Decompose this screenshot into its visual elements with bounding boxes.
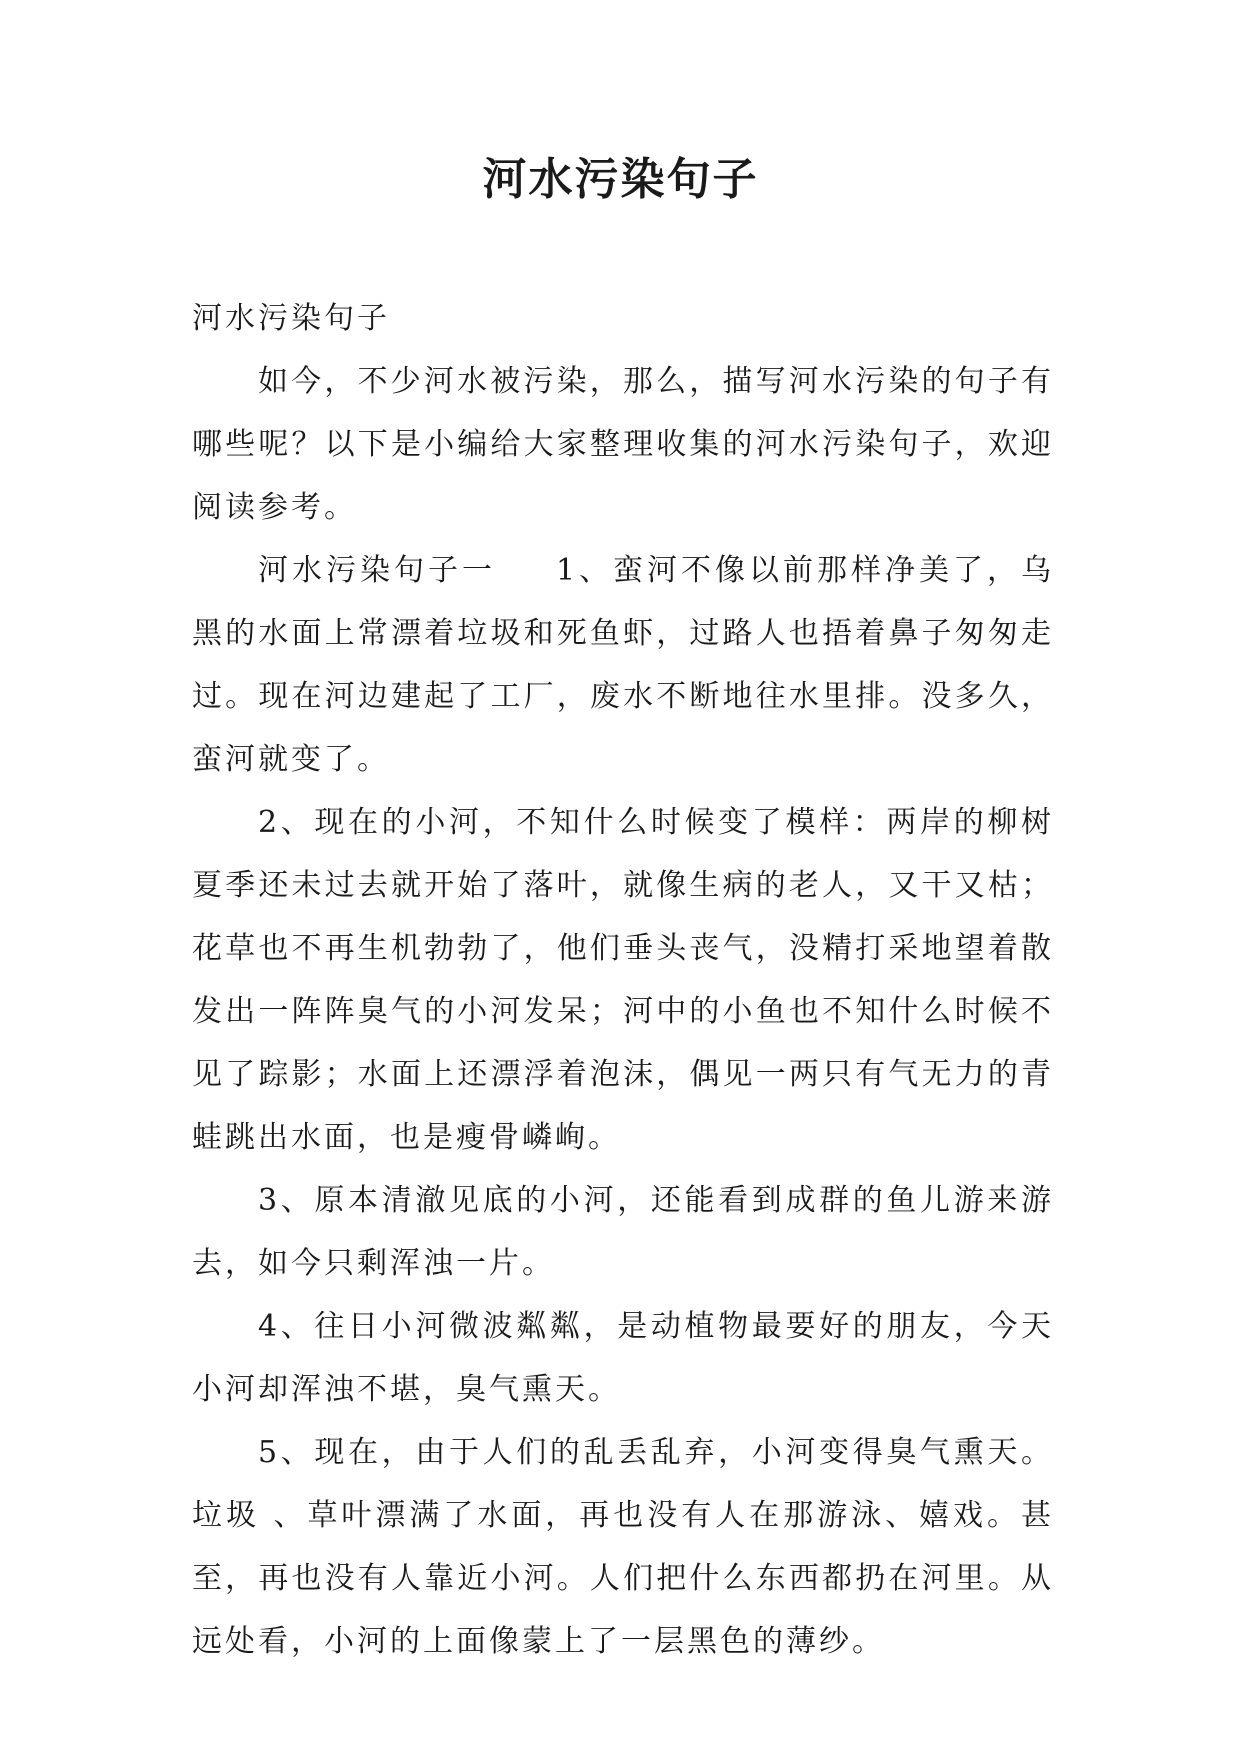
subtitle: 河水污染句子 — [192, 301, 390, 336]
paragraph-item-5: 5、现在，由于人们的乱丢乱弃，小河变得臭气熏天。垃圾 、草叶漂满了水面，再也没有人在那游泳、嬉戏。甚至，再也没有人靠近小河。人们把什么东西都扔在河里。从远处看，小河的上面像蒙上了一层黑色的薄纱。 — [192, 1435, 1054, 1659]
paragraph-item-3: 3、原本清澈见底的小河，还能看到成群的鱼儿游来游去，如今只剩浑浊一片。 — [192, 1183, 1054, 1281]
section-heading: 河水污染句子一 — [258, 553, 496, 588]
paragraph-item-2: 2、现在的小河，不知什么时候变了模样：两岸的柳树夏季还未过去就开始了落叶，就像生病的老人，又干又枯；花草也不再生机勃勃了，他们垂头丧气，没精打采地望着散发出一阵阵臭气的小河发呆；河中的小鱼也不知什么时候不见了踪影；水面上还漂浮着泡沫，偶见一两只有气无力的青蛙跳出水面，也是瘦骨嶙峋。 — [192, 805, 1054, 1155]
paragraph-item-1 — [192, 539, 1054, 791]
intro-paragraph: 如今，不少河水被污染，那么，描写河水污染的句子有哪些呢？以下是小编给大家整理收集的河水污染句子，欢迎阅读参考。 — [192, 364, 1054, 525]
paragraph-item-4: 4、往日小河微波粼粼，是动植物最要好的朋友，今天小河却浑浊不堪，臭气熏天。 — [192, 1309, 1054, 1407]
document-body — [192, 287, 1054, 1673]
item-1-text: 1、蛮河不像以前那样净美了，乌黑的水面上常漂着垃圾和死鱼虾，过路人也捂着鼻子匆匆走过。现在河边建起了工厂，废水不断地往水里排。没多久，蛮河就变了。 — [192, 553, 1054, 777]
document-title: 河水污染句子 — [482, 154, 759, 205]
